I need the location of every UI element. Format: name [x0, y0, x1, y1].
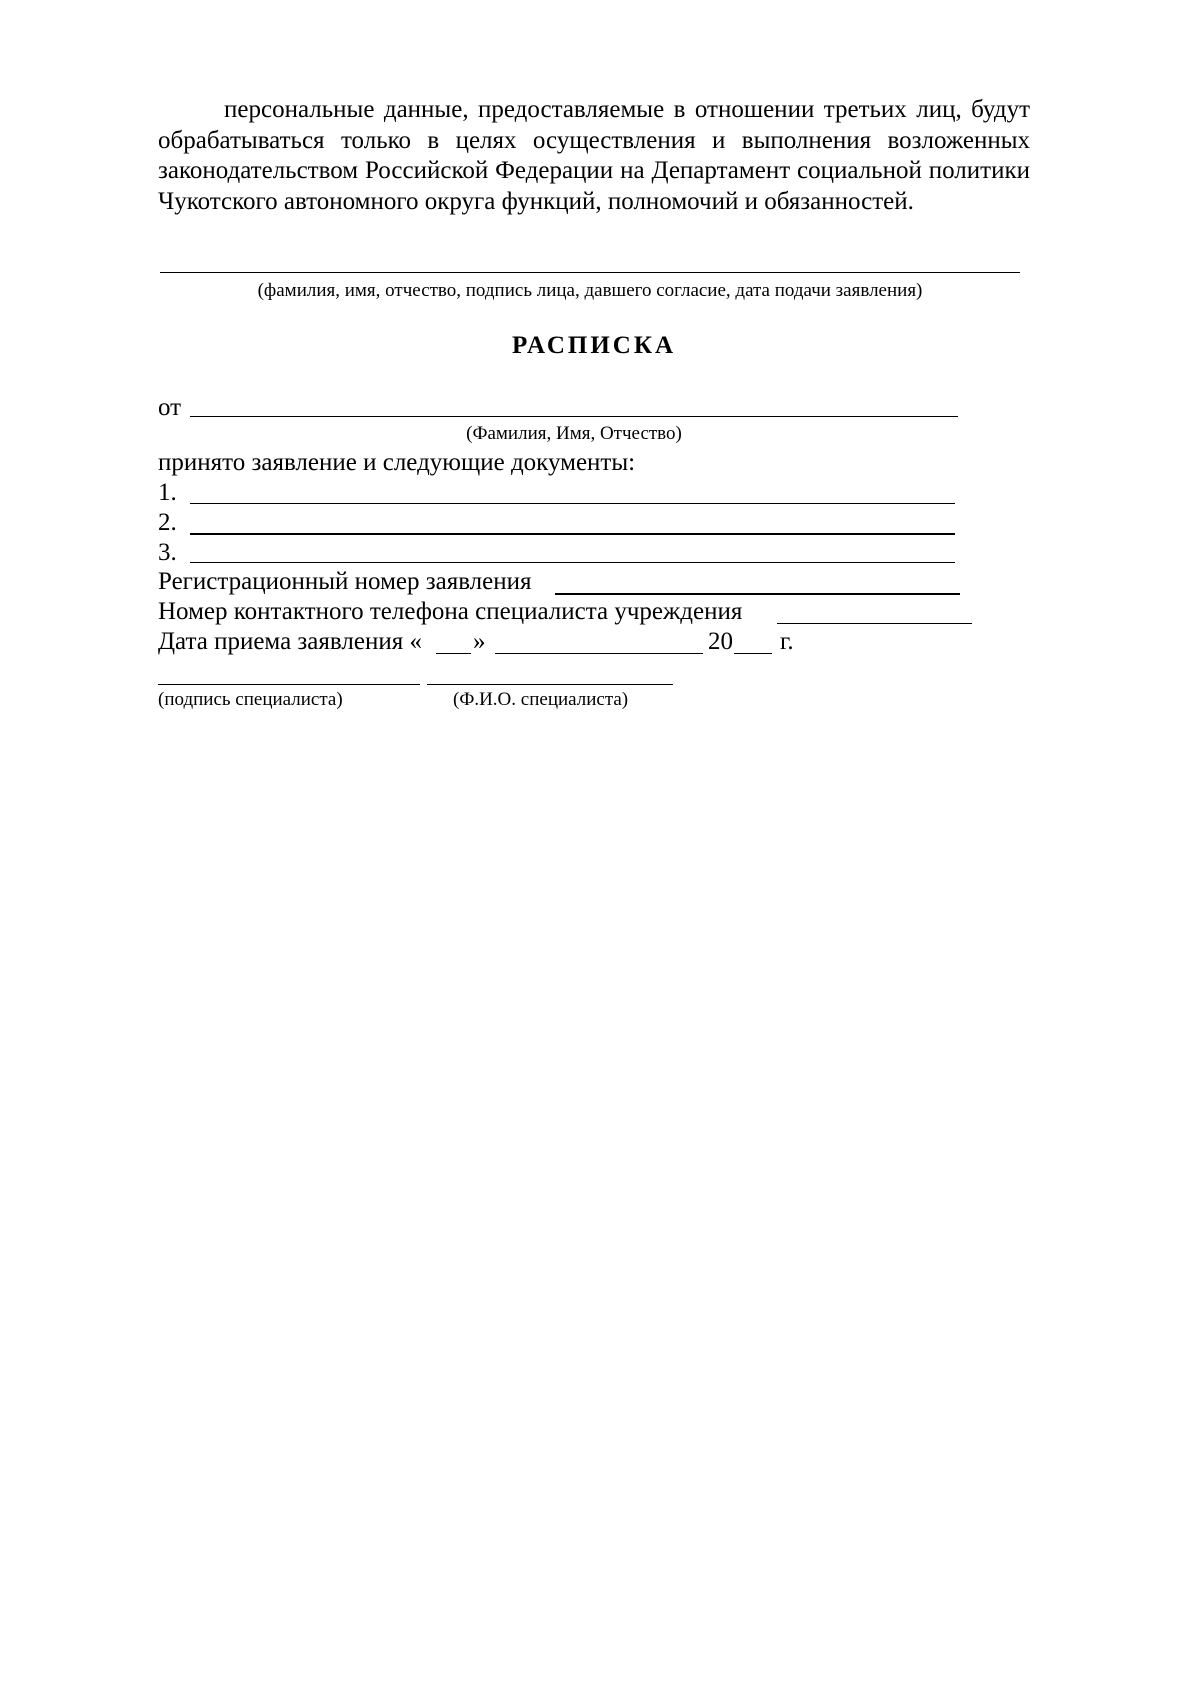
date-year-suffix: г. — [780, 628, 794, 655]
consent-paragraph: персональные данные, предоставляемые в отношении третьих лиц, будут обрабатываться только в целях осуществления и выполнения возложенных законодательством Российской Федерации на Департамент социальной политики Чукотского автономного округа функций, полномочий и обязанностей. — [158, 96, 1030, 215]
date-label: Дата приема заявления « — [158, 628, 422, 655]
item-number-1: 1. — [158, 479, 177, 506]
from-name-line[interactable] — [190, 416, 958, 417]
specialist-name-line[interactable] — [427, 684, 673, 685]
specialist-signature-line[interactable] — [158, 684, 420, 685]
item-line-2[interactable] — [190, 533, 955, 535]
item-line-1[interactable] — [190, 503, 955, 504]
item-line-3[interactable] — [190, 562, 955, 563]
consent-signature-line[interactable] — [160, 272, 1020, 273]
accepted-text: принято заявление и следующие документы: — [158, 449, 636, 476]
phone-label: Номер контактного телефона специалиста учреждения — [158, 598, 743, 625]
consent-signature-caption: (фамилия, имя, отчество, подпись лица, давшего согласие, дата подачи заявления) — [257, 280, 923, 301]
reg-number-line[interactable] — [555, 593, 960, 595]
from-label: от — [158, 394, 182, 421]
reg-number-label: Регистрационный номер заявления — [158, 568, 532, 595]
phone-line[interactable] — [777, 623, 972, 624]
from-caption: (Фамилия, Имя, Отчество) — [466, 423, 682, 444]
item-number-3: 3. — [158, 539, 177, 566]
specialist-name-caption: (Ф.И.О. специалиста) — [453, 689, 629, 710]
receipt-title: РАСПИСКА — [511, 332, 677, 359]
date-year-line[interactable] — [734, 653, 772, 654]
date-quote-close: » — [473, 628, 486, 655]
date-year-prefix: 20 — [708, 628, 733, 655]
specialist-signature-caption: (подпись специалиста) — [158, 689, 343, 710]
date-day-line[interactable] — [436, 653, 471, 654]
item-number-2: 2. — [158, 509, 177, 536]
date-month-line[interactable] — [495, 653, 703, 654]
